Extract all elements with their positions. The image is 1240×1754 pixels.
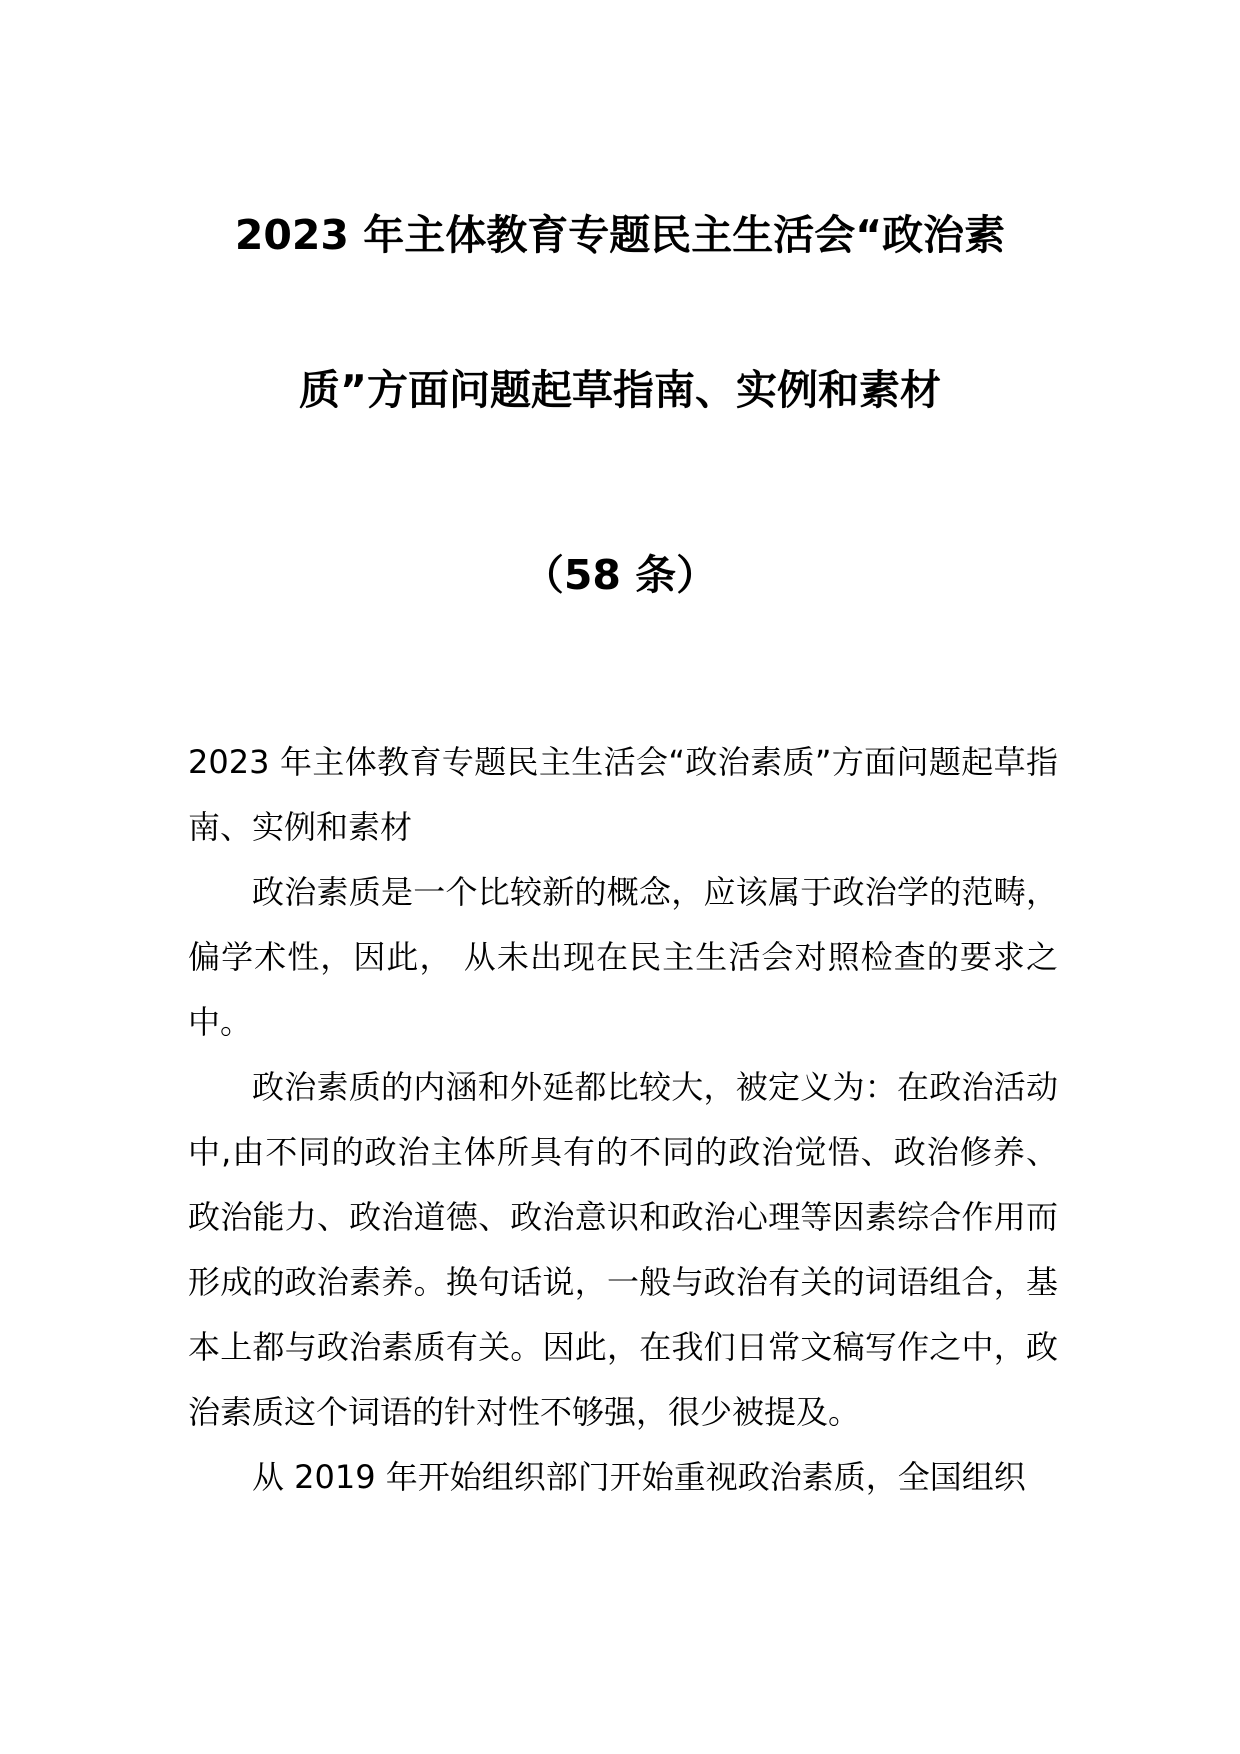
document-title-count: （58 条） xyxy=(522,551,718,599)
body-paragraph: 从 2019 年开始组织部门开始重视政治素质，全国组织 xyxy=(252,1458,1026,1496)
document-title-line-1: 2023 年主体教育专题民主生活会“政治素 xyxy=(234,211,1006,259)
body-paragraph: 政治素质是一个比较新的概念，应该属于政治学的范畴，偏学术性，因此， 从未出现在民主生活会对照检查的要求之中。 xyxy=(188,873,1058,1041)
body-paragraph: 政治素质的内涵和外延都比较大，被定义为：在政治活动中,由不同的政治主体所具有的不同的政治觉悟、政治修养、政治能力、政治道德、政治意识和政治心理等因素综合作用而形成的政治素养。换句话说，一般与政治有关的词语组合，基本上都与政治素质有关。因此，在我们日常文稿写作之中，政治素质这个词语的针对性不够强，很少被提及。 xyxy=(188,1068,1058,1431)
body-paragraph-heading: 2023 年主体教育专题民主生活会“政治素质”方面问题起草指南、实例和素材 xyxy=(188,743,1058,846)
document-title-line-2: 质”方面问题起草指南、实例和素材 xyxy=(299,366,941,414)
document-body xyxy=(188,730,1058,1510)
